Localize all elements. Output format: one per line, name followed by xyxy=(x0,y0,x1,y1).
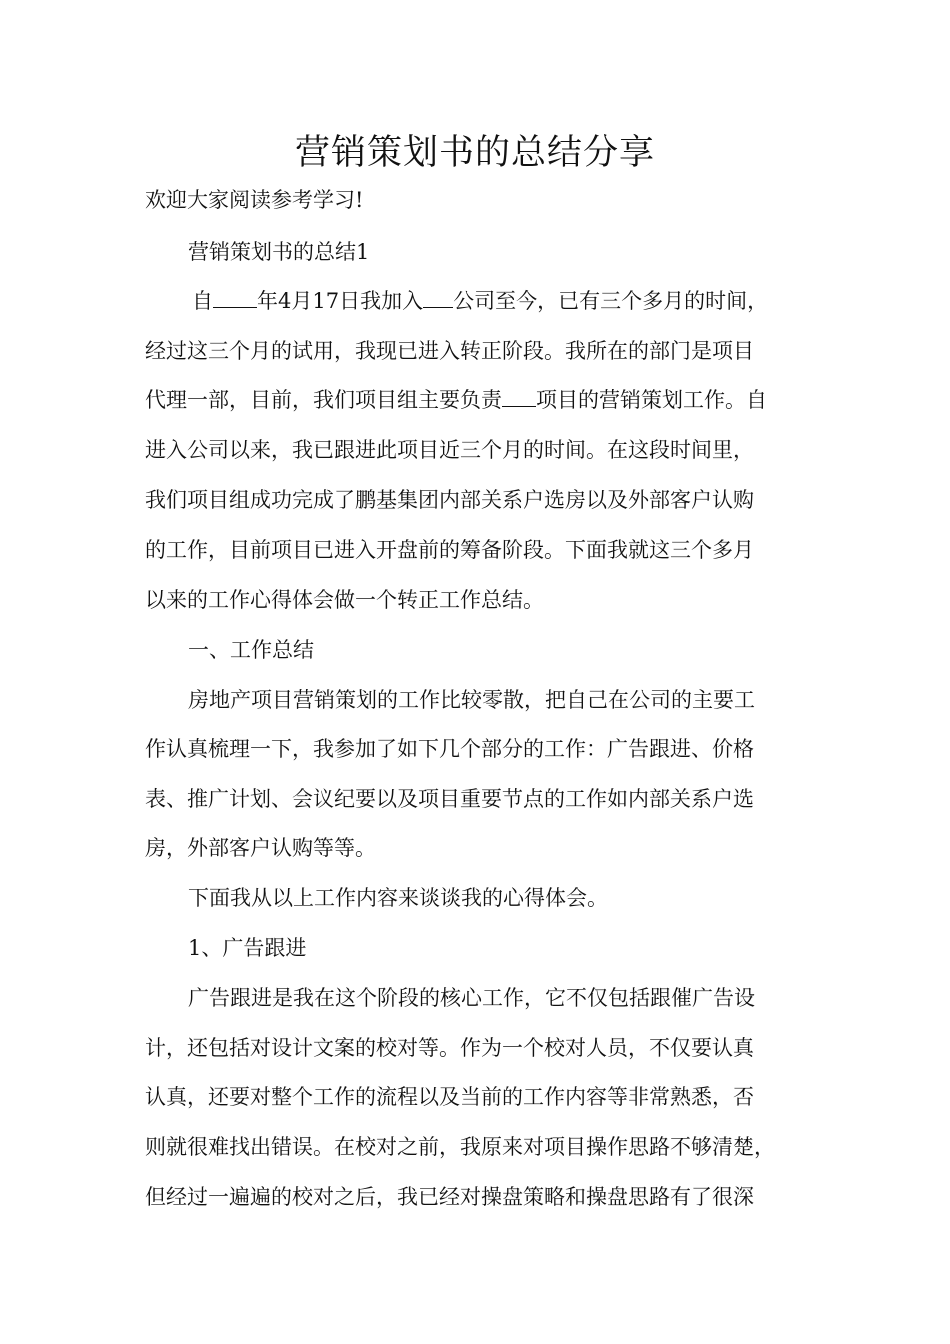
heading-ad-follow: 1、广告跟进 xyxy=(188,936,307,960)
paragraph-3: 下面我从以上工作内容来谈谈我的心得体会。 xyxy=(188,886,608,910)
paragraph-1-line-7: 以来的工作心得体会做一个转正工作总结。 xyxy=(145,588,544,612)
paragraph-1-line-1 xyxy=(192,287,768,315)
paragraph-4-line-3: 认真，还要对整个工作的流程以及当前的工作内容等非常熟悉，否 xyxy=(145,1085,754,1109)
fill-in-blank xyxy=(213,289,257,308)
fill-in-blank xyxy=(423,289,453,308)
paragraph-1-line-3 xyxy=(145,386,767,414)
paragraph-1-line-6: 的工作，目前项目已进入开盘前的筹备阶段。下面我就这三个多月 xyxy=(145,538,754,562)
document-title: 营销策划书的总结分享 xyxy=(294,133,655,173)
paragraph-1-text: 年4月17日我加入 xyxy=(257,289,424,313)
paragraph-1-text: 公司至今，已有三个多月的时间， xyxy=(453,289,769,313)
paragraph-1-text: 项目的营销策划工作。自 xyxy=(536,388,767,412)
paragraph-1-line-4: 进入公司以来，我已跟进此项目近三个月的时间。在这段时间里， xyxy=(145,438,754,462)
paragraph-4-line-4: 则就很难找出错误。在校对之前，我原来对项目操作思路不够清楚， xyxy=(145,1135,775,1159)
paragraph-2-line-4: 房，外部客户认购等等。 xyxy=(145,836,376,860)
paragraph-2-line-1: 房地产项目营销策划的工作比较零散，把自己在公司的主要工 xyxy=(188,688,755,712)
paragraph-1-line-5: 我们项目组成功完成了鹏基集团内部关系户选房以及外部客户认购 xyxy=(145,488,754,512)
paragraph-1-line-2: 经过这三个月的试用，我现已进入转正阶段。我所在的部门是项目 xyxy=(145,339,754,363)
heading-work-summary: 一、工作总结 xyxy=(188,638,314,662)
greeting-line: 欢迎大家阅读参考学习! xyxy=(145,188,364,212)
paragraph-4-line-1: 广告跟进是我在这个阶段的核心工作，它不仅包括跟催广告设 xyxy=(188,986,755,1010)
fill-in-blank xyxy=(502,388,536,407)
section-heading: 营销策划书的总结1 xyxy=(188,240,370,264)
paragraph-4-line-5: 但经过一遍遍的校对之后，我已经对操盘策略和操盘思路有了很深 xyxy=(145,1185,754,1209)
paragraph-1-text: 代理一部，目前，我们项目组主要负责 xyxy=(145,388,502,412)
paragraph-4-line-2: 计，还包括对设计文案的校对等。作为一个校对人员，不仅要认真 xyxy=(145,1036,754,1060)
paragraph-1-text: 自 xyxy=(192,289,213,313)
paragraph-2-line-2: 作认真梳理一下，我参加了如下几个部分的工作：广告跟进、价格 xyxy=(145,737,754,761)
paragraph-2-line-3: 表、推广计划、会议纪要以及项目重要节点的工作如内部关系户选 xyxy=(145,787,754,811)
